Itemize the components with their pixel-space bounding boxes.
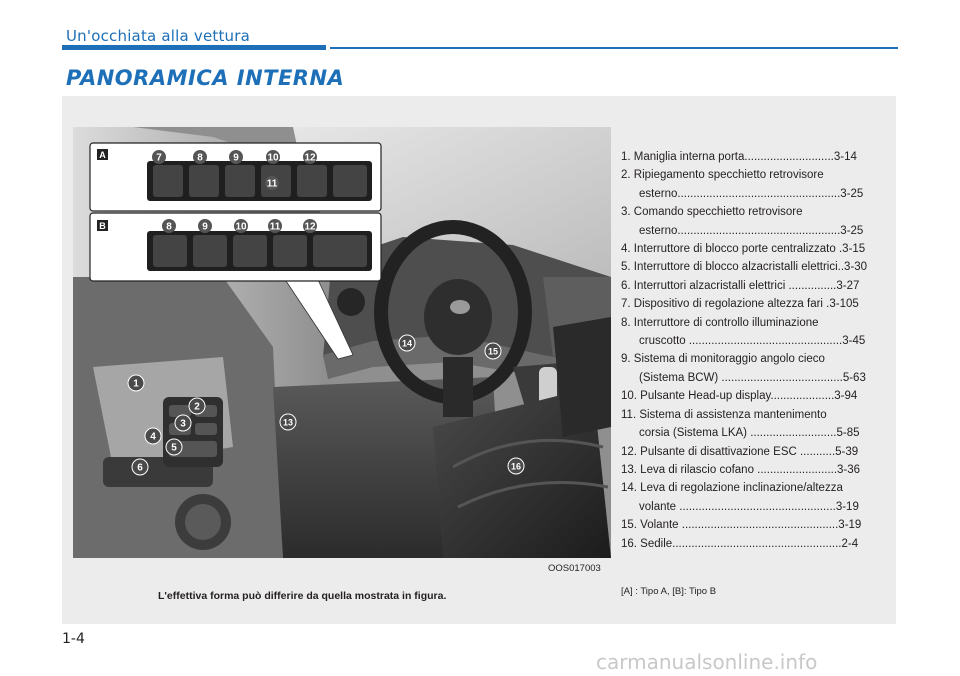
svg-text:5: 5 [171,442,177,454]
legend-item: 2. Ripiegamento specchietto retrovisore esterno...................................................3-25 [621,169,864,200]
svg-text:13: 13 [282,417,294,428]
svg-text:4: 4 [150,431,156,443]
svg-text:A: A [99,150,106,160]
svg-text:2: 2 [194,401,200,413]
svg-text:3: 3 [180,418,186,430]
switch-panel-b [90,213,381,281]
switch-panel-a [90,143,381,211]
svg-text:8: 8 [166,221,172,233]
svg-text:11: 11 [266,178,278,190]
legend-item: 6. Interruttori alzacristalli elettrici ...............3-27 [621,279,860,292]
legend-item: 5. Interruttore di blocco alzacristalli elettrici..3-30 [621,261,868,274]
header-rule-thin [330,47,898,49]
svg-text:6: 6 [137,462,143,474]
svg-text:14: 14 [401,338,413,349]
header-rule-thick [62,45,326,50]
legend-item: 10. Pulsante Head-up display....................3-94 [621,390,858,403]
svg-text:8: 8 [197,152,203,164]
legend-item: 1. Maniglia interna porta............................3-14 [621,151,857,163]
legend-item: 7. Dispositivo di regolazione altezza fari .3-105 [621,298,859,311]
legend-item: 8. Interruttore di controllo illuminazione cruscotto ................................................3-45 [621,316,866,348]
section-title: Un'occhiata alla vettura [66,27,251,45]
watermark: carmanualsonline.info [596,650,818,674]
legend-item: 9. Sistema di monitoraggio angolo cieco (Sistema BCW) ......................................5-63 [621,353,866,384]
svg-text:10: 10 [235,221,247,233]
legend-item: 14. Leva di regolazione inclinazione/altezza volante .................................................3-19 [621,482,859,513]
svg-text:9: 9 [202,221,208,233]
legend-item: 15. Volante .................................................3-19 [621,519,862,532]
legend-item: 12. Pulsante di disattivazione ESC ...........5-39 [621,445,859,458]
legend-item: 16. Sedile.....................................................2-4 [621,537,859,550]
interior-photo [73,127,611,558]
legend-item: 4. Interruttore di blocco porte centralizzato .3-15 [621,243,866,256]
legend-item: 3. Comando specchietto retrovisore esterno...................................................3-25 [621,206,864,237]
svg-text:1: 1 [133,378,139,390]
type-note: [A] : Tipo A, [B]: Tipo B [621,586,717,597]
svg-text:12: 12 [304,221,316,233]
svg-text:7: 7 [156,152,162,164]
legend-item: 11. Sistema di assistenza mantenimento corsia (Sistema LKA) ...........................5-85 [621,408,860,440]
page-number: 1-4 [62,631,85,647]
svg-text:16: 16 [510,461,522,472]
page-title: PANORAMICA INTERNA [66,66,345,90]
legend-list [621,148,891,553]
figure-caption: L'effettiva forma può differire da quella mostrata in figura. [158,590,447,602]
svg-text:B: B [99,221,106,231]
svg-text:9: 9 [233,152,239,164]
svg-text:11: 11 [269,221,281,233]
image-code: OOS017003 [548,563,601,574]
svg-text:15: 15 [487,346,499,357]
legend-item: 13. Leva di rilascio cofano .........................3-36 [621,463,861,476]
svg-text:12: 12 [304,152,316,164]
svg-text:10: 10 [267,152,279,164]
